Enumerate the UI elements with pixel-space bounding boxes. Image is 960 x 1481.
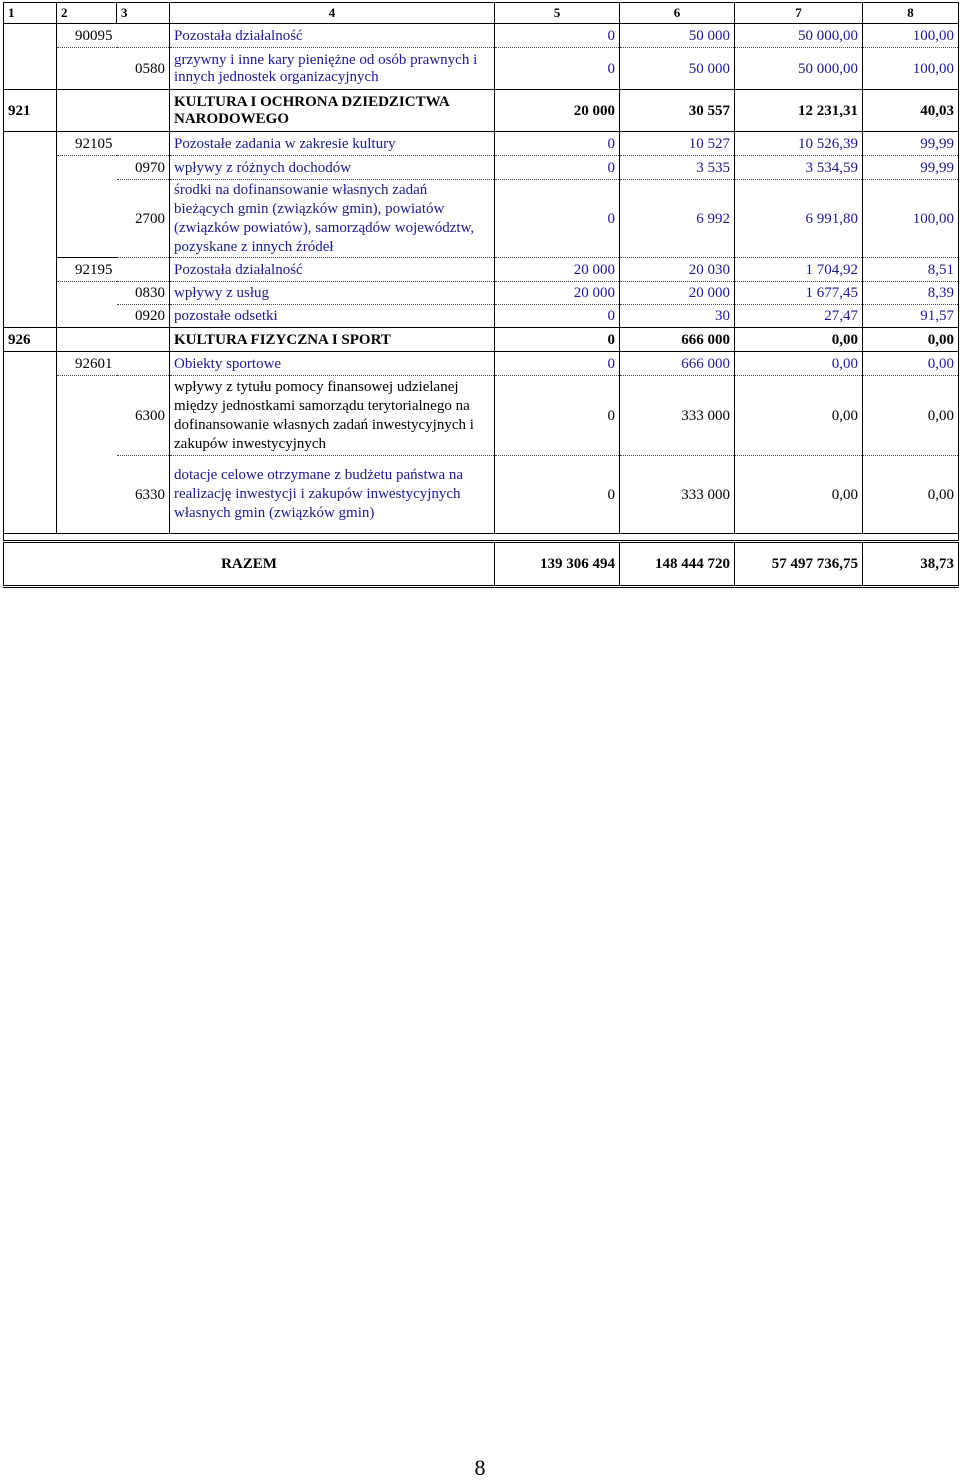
table-row-6330: [4, 456, 959, 534]
column-number-7: 7: [735, 3, 863, 24]
paragraf-cell: 6330: [135, 486, 165, 503]
execution-cell: 0,00: [735, 352, 863, 376]
name-cell: Pozostała działalność: [170, 258, 495, 282]
dzial-cell: [4, 305, 57, 328]
plan-after-change-cell: 50 000: [620, 24, 735, 48]
execution-cell: 3 534,59: [735, 156, 863, 180]
percent-cell: 91,57: [863, 305, 959, 328]
total-row: [4, 542, 959, 587]
table-row-921: [4, 90, 959, 132]
total-plan: 139 306 494: [495, 542, 620, 587]
paragraf-cell: 0830: [117, 282, 170, 305]
table-row-2700: [4, 180, 959, 258]
paragraf-cell: [117, 352, 170, 376]
dzial-cell: [4, 156, 57, 180]
percent-cell: 8,51: [863, 258, 959, 282]
rozdzial-cell: [57, 48, 117, 90]
paragraf-cell: 0580: [117, 48, 170, 90]
percent-cell: 40,03: [863, 90, 959, 132]
dzial-cell: [4, 48, 57, 90]
percent-cell: 0,00: [863, 376, 959, 456]
dzial-cell: [4, 456, 57, 534]
dzial-cell: [4, 132, 57, 156]
plan-cell: 20 000: [495, 90, 620, 132]
dzial-cell: [4, 282, 57, 305]
rozdzial-cell: [57, 282, 117, 305]
table-row-0970: [4, 156, 959, 180]
table-row-0830: [4, 282, 959, 305]
plan-cell: 20 000: [495, 282, 620, 305]
percent-cell: 0,00: [863, 456, 959, 534]
plan-cell: 0: [495, 328, 620, 352]
execution-cell: 1 704,92: [735, 258, 863, 282]
name-cell: KULTURA I OCHRONA DZIEDZICTWA NARODOWEGO: [170, 90, 495, 132]
column-number-4: 4: [170, 3, 495, 24]
rozdzial-cell: 92105: [57, 132, 117, 156]
execution-cell: 10 526,39: [735, 132, 863, 156]
name-cell: grzywny i inne kary pieniężne od osób prawnych i innych jednostek organizacyjnych: [170, 48, 495, 90]
percent-cell: 99,99: [863, 132, 959, 156]
total-execution: 57 497 736,75: [735, 542, 863, 587]
paragraf-cell: [117, 258, 170, 282]
table-row-6300: [4, 376, 959, 456]
plan-cell: 0: [495, 352, 620, 376]
paragraf-cell: 6300: [117, 376, 170, 456]
execution-cell: 6 991,80: [735, 180, 863, 258]
rozdzial-cell: [57, 376, 117, 456]
name-cell: wpływy z różnych dochodów: [170, 156, 495, 180]
percent-cell: 100,00: [863, 180, 959, 258]
plan-after-change-cell: 333 000: [620, 456, 735, 534]
plan-after-change-cell: 666 000: [620, 328, 735, 352]
column-number-6: 6: [620, 3, 735, 24]
spacer-row: [4, 534, 959, 542]
paragraf-cell: 0970: [117, 156, 170, 180]
rozdzial-cell: [57, 305, 117, 328]
plan-after-change-cell: 20 000: [620, 282, 735, 305]
plan-after-change-cell: 10 527: [620, 132, 735, 156]
name-cell: Pozostałe zadania w zakresie kultury: [170, 132, 495, 156]
paragraf-cell: [117, 24, 170, 48]
execution-cell: 50 000,00: [735, 24, 863, 48]
total-label: RAZEM: [4, 542, 495, 587]
table-row-92601: [4, 352, 959, 376]
percent-cell: 0,00: [863, 328, 959, 352]
paragraf-cell: [117, 132, 170, 156]
name-cell: Pozostała działalność: [170, 24, 495, 48]
execution-cell: 1 677,45: [735, 282, 863, 305]
column-number-5: 5: [495, 3, 620, 24]
rozdzial-cell: 90095: [57, 24, 117, 48]
rozdzial-cell: [57, 180, 117, 258]
spacer-cell: [4, 534, 959, 542]
budget-sheet: [3, 2, 958, 588]
rozdzial-cell: [57, 328, 117, 352]
rozdzial-cell: 92601: [57, 352, 117, 376]
plan-after-change-cell: 333 000: [620, 376, 735, 456]
percent-cell: 100,00: [863, 24, 959, 48]
column-number-8: 8: [863, 3, 959, 24]
page-number: 8: [474, 1455, 486, 1480]
rozdzial-cell: [57, 156, 117, 180]
dzial-cell: [4, 180, 57, 258]
rozdzial-cell: 92195: [57, 258, 117, 282]
table-row-0920: [4, 305, 959, 328]
column-number-1: 1: [4, 3, 57, 24]
name-cell: wpływy z tytułu pomocy finansowej udzielanej między jednostkami samorządu terytorialnego na dofinansowanie własnych zadań inwestycyjnych i zakupów inwestycyjnych: [170, 376, 495, 456]
execution-cell: 0,00: [735, 456, 863, 534]
name-cell: dotacje celowe otrzymane z budżetu państwa na realizację inwestycji i zakupów inwestycyjnych własnych gmin (związków gmin): [170, 456, 495, 534]
plan-after-change-cell: 30: [620, 305, 735, 328]
plan-after-change-cell: 3 535: [620, 156, 735, 180]
plan-cell: 0: [495, 24, 620, 48]
percent-cell: 0,00: [863, 352, 959, 376]
plan-after-change-cell: 20 030: [620, 258, 735, 282]
dzial-cell: [4, 258, 57, 282]
paragraf-cell: 2700: [117, 180, 170, 258]
table-row-926: [4, 328, 959, 352]
execution-cell: 0,00: [735, 376, 863, 456]
paragraf-cell: [117, 328, 170, 352]
plan-cell: 0: [495, 156, 620, 180]
column-number-header: [4, 3, 959, 24]
name-cell: wpływy z usług: [170, 282, 495, 305]
plan-cell: 0: [495, 132, 620, 156]
execution-cell: 50 000,00: [735, 48, 863, 90]
plan-after-change-cell: 666 000: [620, 352, 735, 376]
dzial-cell: 921: [4, 90, 57, 132]
rozdzial-cell: [57, 456, 117, 534]
name-cell: środki na dofinansowanie własnych zadań bieżących gmin (związków gmin), powiatów (związków powiatów), samorządów województw, pozyskane z innych źródeł: [170, 180, 495, 258]
percent-cell: 8,39: [863, 282, 959, 305]
plan-cell: 0: [495, 180, 620, 258]
budget-table: [3, 2, 959, 588]
percent-cell: 99,99: [863, 156, 959, 180]
plan-cell: 20 000: [495, 258, 620, 282]
paragraf-cell: 0920: [117, 305, 170, 328]
execution-cell: 27,47: [735, 305, 863, 328]
table-row-92105: [4, 132, 959, 156]
plan-cell: 0: [495, 376, 620, 456]
execution-cell: 0,00: [735, 328, 863, 352]
column-number-2: 2: [57, 3, 117, 24]
plan-after-change-cell: 6 992: [620, 180, 735, 258]
table-row-0580: [4, 48, 959, 90]
table-row-90095: [4, 24, 959, 48]
column-number-3: 3: [117, 3, 170, 24]
total-plan-after-change: 148 444 720: [620, 542, 735, 587]
table-row-92195: [4, 258, 959, 282]
dzial-cell: [4, 24, 57, 48]
plan-after-change-cell: 30 557: [620, 90, 735, 132]
dzial-cell: [4, 352, 57, 376]
rozdzial-cell: [57, 90, 117, 132]
plan-cell: 0: [495, 305, 620, 328]
total-percent: 38,73: [863, 542, 959, 587]
name-cell: pozostałe odsetki: [170, 305, 495, 328]
plan-cell: 0: [495, 456, 620, 534]
dzial-cell: 926: [4, 328, 57, 352]
name-cell: Obiekty sportowe: [170, 352, 495, 376]
dzial-cell: [4, 376, 57, 456]
percent-cell: 100,00: [863, 48, 959, 90]
execution-cell: 12 231,31: [735, 90, 863, 132]
name-cell: KULTURA FIZYCZNA I SPORT: [170, 328, 495, 352]
plan-cell: 0: [495, 48, 620, 90]
plan-after-change-cell: 50 000: [620, 48, 735, 90]
paragraf-cell: [117, 90, 170, 132]
